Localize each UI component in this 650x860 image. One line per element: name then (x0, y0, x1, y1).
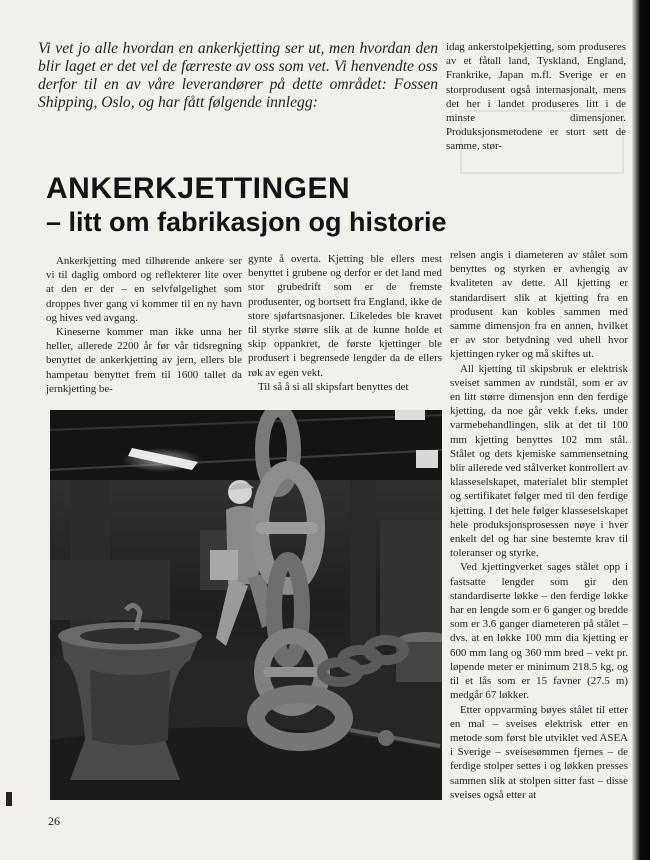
col1-paragraph-1: Ankerkjetting med tilhørende ankere ser vi til daglig ombord og reflekterer lite over at den er der – en selvfølgelighet som droppes hver gang vi kommer til en ny havn og hives ved avgang. (46, 255, 242, 324)
book-spine-shadow (632, 0, 650, 860)
top-right-paragraph: idag ankerstolpekjetting, som produseres av et fåtall land, Tyskland, England, Frankrike, Japan m.fl. Sverige er en storprodusent også internasjonalt, mens det her i landet produseres litt i de minste dimensjoner. Produksjonsmetodene er stort sett de samme, stør- (446, 41, 626, 153)
col3-paragraph-1: relsen angis i diameteren av stålet som benyttes og styrken er avhengig av kvaliteten av dette. All kjetting er standardisert slik at kjetting fra en produsent kan kobles sammen med samme dimensjon fra en annen, hvilket er av stor betydning ved uhell hvor kjettingen ryker og må skiftes ut. (450, 249, 628, 361)
col1-paragraph-2: Kineserne kommer man ikke unna her heller, allerede 2200 år før vår tidsregning benyttet de ankerkjetting av jern, ellers ble hampetau benyttet frem til 1600 tallet da jernkjetting be- (46, 326, 242, 395)
body-column-2 (248, 252, 442, 394)
col2-paragraph-2: Til så å si all skipsfart benyttes det (258, 380, 409, 393)
col2-paragraph-1: gynte å overta. Kjetting ble ellers mest benyttet i grubene og derfor er det land med stor grubedrift som er de fremste produsenter, og bortsett fra England, ikke de store sjøfartsnasjoner. Likeledes ble kravet til styrke større slik at de kunne holde et skip oppankret, de første kjettinger ble produsert i begrensede lengder da de ellers røk av egen vekt. (248, 253, 442, 379)
article-headline (46, 172, 606, 238)
margin-mark (6, 792, 12, 806)
body-column-1 (46, 254, 242, 396)
col3-paragraph-4: Etter oppvarming bøyes stålet til etter en mal – sveises elektrisk etter en metode som først ble utviklet ved ASEA i Sverige – sveisesømmen fjernes – de ferdige stolper settes i og løkken presses sammen slik at stolpen sitter fast – disse sveises også etter at (450, 703, 628, 801)
intro-paragraph: Vi vet jo alle hvordan en ankerkjetting ser ut, men hvordan den blir laget er det vel de færreste av oss som vet. Vi henvendte oss derfor til en av våre leverandører på dette området: Fossen Shipping, Oslo, og har fått følgende innlegg: (38, 40, 438, 111)
top-right-column (446, 40, 626, 154)
col3-paragraph-3: Ved kjettingverket sages stålet opp i fastsatte lengder som gir den standardiserte løkke – den ferdige løkke har en lengde som er 6 ganger og bredde som er 3.6 ganger diameteren på stålet – dvs. at en løkke 100 mm dia kjetting er 600 mm lang og 360 mm bred – vekt pr. løpende meter er minimum 218.5 kg, og til et lås som er 15 favner (27.5 m) medgår 67 løkker. (450, 561, 628, 702)
col3-paragraph-2: All kjetting til skipsbruk er elektrisk sveiset sammen av rundstål, som er av en litt større dimensjon enn den ferdige kjetting, da noe går vekk f.eks. under varmebehandlingen, slik at det til 100 mm kjetting benyttes 102 mm stål. Stålet og dets kjemiske sammensetning blir allerede ved stålverket kontrollert av klasseselskapet, materialet blir stemplet og sertifikatet følger med til den ferdige kjetting. I det hele følger klasseselskapet hele produksjonsprosessen nøye i hver enkelt del og har sine bestemte krav til toleranser og styrke. (450, 362, 628, 560)
page-number: 26 (48, 814, 60, 828)
headline-title: ANKERKJETTINGEN (46, 172, 351, 205)
anchor-chain-factory-image (50, 410, 442, 800)
factory-photo (50, 410, 442, 800)
headline-subtitle: – litt om fabrikasjon og historie (46, 207, 447, 237)
body-column-3 (450, 248, 628, 802)
